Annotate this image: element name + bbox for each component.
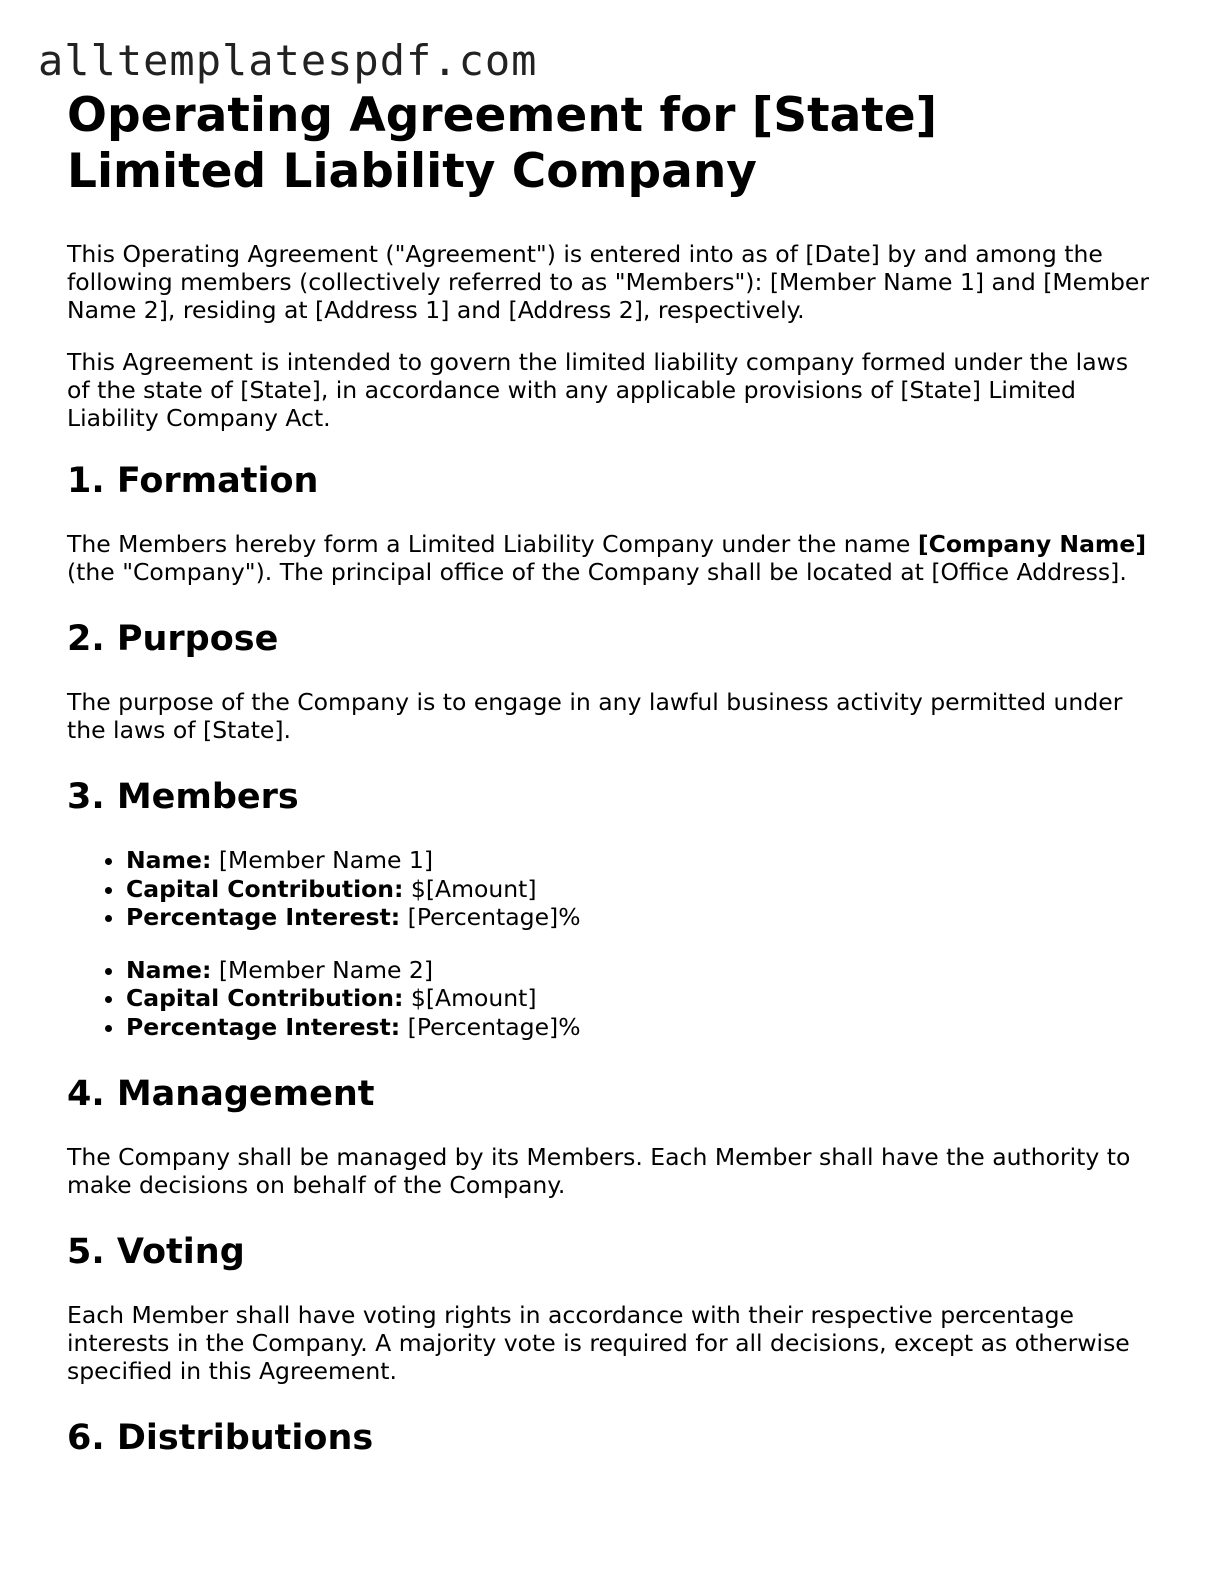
item-label: Capital Contribution: bbox=[126, 984, 404, 1012]
company-name: [Company Name] bbox=[917, 530, 1147, 558]
section-heading-purpose: 2. Purpose bbox=[67, 619, 279, 659]
intro-paragraph-1: This Operating Agreement ("Agreement") is entered into as of [Date] by and among the following members (collectively referred to as "Members"): [Member Name 1] and [Member Name 2], residing at [Address 1] and [Address 2], respectively. bbox=[67, 240, 1150, 324]
section-heading-voting: 5. Voting bbox=[67, 1232, 245, 1272]
member-1-list bbox=[67, 846, 1152, 932]
list-item bbox=[126, 875, 1152, 904]
list-item bbox=[126, 984, 1152, 1013]
management-paragraph: The Company shall be managed by its Members. Each Member shall have the authority to make decisions on behalf of the Company. bbox=[67, 1143, 1131, 1199]
formation-paragraph bbox=[67, 530, 1152, 586]
section-heading-management: 4. Management bbox=[67, 1074, 375, 1114]
item-value: [Member Name 2] bbox=[211, 955, 434, 984]
document-title: Operating Agreement for [State] Limited Liability Company bbox=[67, 88, 938, 199]
site-watermark: alltemplatespdf.com bbox=[38, 36, 538, 85]
item-value: [Percentage]% bbox=[400, 1012, 581, 1041]
document-body bbox=[67, 88, 1152, 1487]
item-value: [Percentage]% bbox=[400, 903, 581, 931]
item-value: $[Amount] bbox=[403, 984, 537, 1012]
section-heading-distributions: 6. Distributions bbox=[67, 1418, 374, 1458]
section-heading-formation: 1. Formation bbox=[67, 461, 319, 501]
member-2-list bbox=[67, 956, 1152, 1042]
item-label: Percentage Interest: bbox=[126, 1012, 401, 1041]
list-item bbox=[126, 1013, 1152, 1042]
item-label: Percentage Interest: bbox=[126, 903, 401, 931]
item-value: $[Amount] bbox=[403, 874, 537, 903]
intro-paragraph-2: This Agreement is intended to govern the limited liability company formed under the laws of the state of [State], in accordance with any applicable provisions of [State] Limited Liability Company Act. bbox=[67, 348, 1129, 432]
item-value: [Member Name 1] bbox=[211, 846, 434, 874]
list-item bbox=[126, 846, 1152, 875]
list-item bbox=[126, 956, 1152, 985]
section-heading-members: 3. Members bbox=[67, 777, 299, 817]
list-item bbox=[126, 903, 1152, 932]
purpose-paragraph: The purpose of the Company is to engage in any lawful business activity permitted under the laws of [State]. bbox=[67, 688, 1123, 744]
formation-text-after: (the "Company"). The principal office of the Company shall be located at [Office Address]. bbox=[67, 558, 1127, 586]
item-label: Name: bbox=[126, 846, 212, 874]
voting-paragraph: Each Member shall have voting rights in accordance with their respective percentage interests in the Company. A majority vote is required for all decisions, except as otherwise specified in this Agreement. bbox=[67, 1301, 1130, 1385]
item-label: Name: bbox=[126, 955, 212, 984]
formation-text-before: The Members hereby form a Limited Liability Company under the name bbox=[67, 530, 918, 558]
item-label: Capital Contribution: bbox=[126, 874, 404, 903]
